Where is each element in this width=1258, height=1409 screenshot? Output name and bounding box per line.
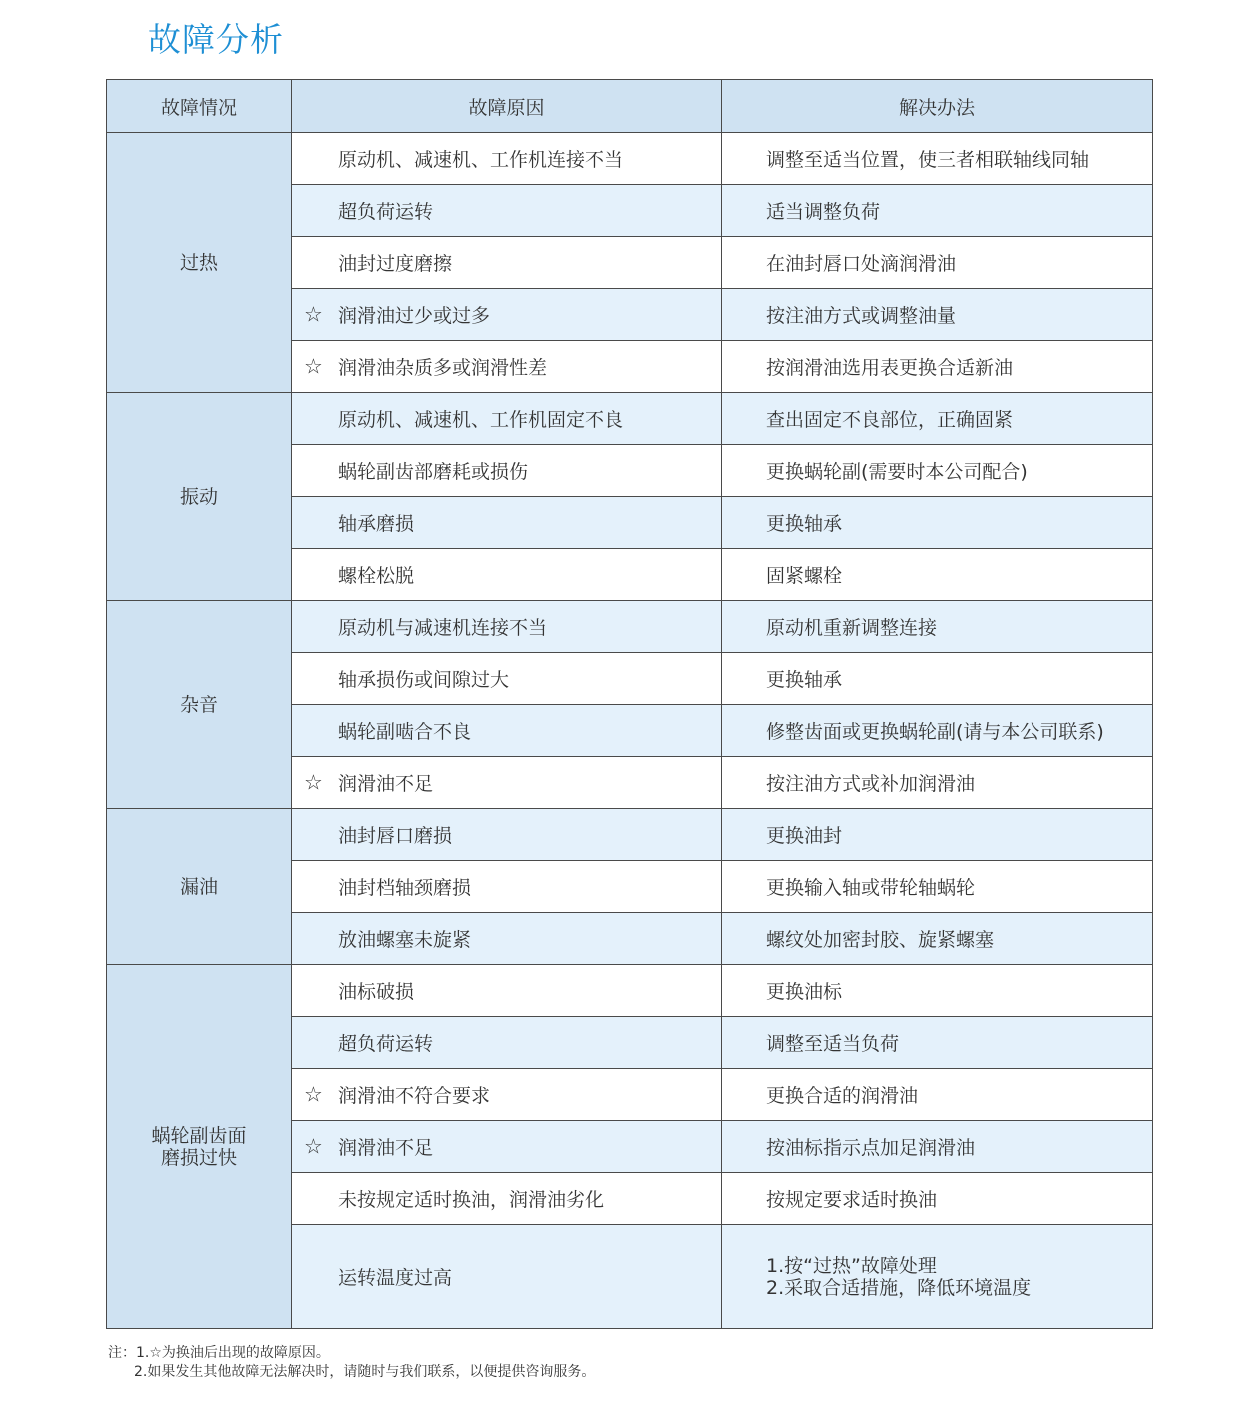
cause-cell (292, 861, 722, 913)
solution-text: 更换油封 (766, 825, 843, 847)
cause-cell (292, 601, 722, 653)
cause-text: 润滑油杂质多或润滑性差 (338, 357, 548, 379)
solution-cell (722, 861, 1153, 913)
cause-cell (292, 1121, 722, 1173)
solution-text: 原动机重新调整连接 (766, 617, 938, 639)
star-icon: ☆ (304, 302, 323, 326)
cause-text: 油封过度磨擦 (338, 253, 453, 275)
solution-cell (722, 1017, 1153, 1069)
category-label: 振动 (179, 485, 218, 508)
cause-text: 油封档轴颈磨损 (338, 877, 472, 899)
cause-text: 超负荷运转 (338, 201, 434, 223)
solution-text: 在油封唇口处滴润滑油 (766, 253, 957, 275)
table-row (107, 809, 1153, 861)
header-solution: 解决办法 (722, 80, 1153, 133)
category-label: 过热 (179, 251, 218, 274)
category-label: 蜗轮副齿面 磨损过快 (151, 1124, 247, 1169)
cause-text: 原动机、减速机、工作机固定不良 (338, 409, 624, 431)
solution-text: 调整至适当负荷 (766, 1033, 900, 1055)
solution-text: 1.按“过热”故障处理 2.采取合适措施，降低环境温度 (766, 1254, 1032, 1299)
cause-cell (292, 497, 722, 549)
category-cell (107, 601, 292, 809)
solution-text: 按注油方式或补加润滑油 (766, 773, 976, 795)
table-row (107, 601, 1153, 653)
solution-cell (722, 289, 1153, 341)
category-cell (107, 809, 292, 965)
cause-cell (292, 549, 722, 601)
cause-text: 原动机与减速机连接不当 (338, 617, 548, 639)
cause-cell (292, 1069, 722, 1121)
solution-cell (722, 341, 1153, 393)
solution-cell (722, 237, 1153, 289)
solution-text: 按油标指示点加足润滑油 (766, 1137, 976, 1159)
page-title: 故障分析 (148, 20, 284, 59)
category-label: 漏油 (179, 875, 218, 898)
note-2: 2.如果发生其他故障无法解决时，请随时与我们联系，以便提供咨询服务。 (134, 1364, 596, 1380)
solution-cell (722, 601, 1153, 653)
solution-cell (722, 1173, 1153, 1225)
solution-cell (722, 393, 1153, 445)
star-icon: ☆ (304, 354, 323, 378)
cause-cell (292, 913, 722, 965)
table-header-row (107, 80, 1153, 133)
cause-cell (292, 965, 722, 1017)
category-label: 杂音 (179, 693, 218, 716)
category-cell (107, 965, 292, 1329)
table-row (107, 965, 1153, 1017)
cause-text: 润滑油不符合要求 (338, 1085, 491, 1107)
cause-text: 未按规定适时换油，润滑油劣化 (338, 1189, 605, 1211)
cause-cell (292, 445, 722, 497)
cause-cell (292, 705, 722, 757)
solution-text: 螺纹处加密封胶、旋紧螺塞 (766, 929, 995, 951)
cause-cell (292, 185, 722, 237)
solution-text: 按规定要求适时换油 (766, 1189, 938, 1211)
cause-text: 油封唇口磨损 (338, 825, 453, 847)
solution-cell (722, 705, 1153, 757)
solution-text: 更换输入轴或带轮轴蜗轮 (766, 877, 976, 899)
solution-text: 更换蜗轮副(需要时本公司配合) (766, 461, 1028, 483)
cause-text: 放油螺塞未旋紧 (338, 929, 472, 951)
category-cell (107, 133, 292, 393)
solution-text: 按注油方式或调整油量 (766, 305, 957, 327)
solution-text: 固紧螺栓 (766, 565, 843, 587)
solution-text: 查出固定不良部位，正确固紧 (766, 409, 1014, 431)
solution-text: 按润滑油选用表更换合适新油 (766, 357, 1014, 379)
cause-cell (292, 133, 722, 185)
solution-cell (722, 549, 1153, 601)
cause-text: 油标破损 (338, 981, 415, 1003)
solution-cell (722, 185, 1153, 237)
header-cause: 故障原因 (292, 80, 722, 133)
solution-cell (722, 1121, 1153, 1173)
solution-cell (722, 965, 1153, 1017)
fault-analysis-table (106, 79, 1153, 1329)
solution-text: 更换轴承 (766, 669, 843, 691)
cause-cell (292, 653, 722, 705)
cause-cell (292, 289, 722, 341)
solution-cell (722, 1069, 1153, 1121)
star-icon: ☆ (304, 1082, 323, 1106)
solution-text: 调整至适当位置，使三者相联轴线同轴 (766, 149, 1090, 171)
solution-cell (722, 133, 1153, 185)
cause-cell (292, 1173, 722, 1225)
solution-text: 适当调整负荷 (766, 201, 881, 223)
cause-text: 润滑油不足 (338, 1137, 434, 1159)
cause-cell (292, 1225, 722, 1329)
cause-text: 轴承损伤或间隙过大 (338, 669, 510, 691)
cause-text: 轴承磨损 (338, 513, 415, 535)
solution-text: 修整齿面或更换蜗轮副(请与本公司联系) (766, 721, 1104, 743)
cause-cell (292, 393, 722, 445)
cause-text: 超负荷运转 (338, 1033, 434, 1055)
header-situation: 故障情况 (107, 80, 292, 133)
solution-cell (722, 809, 1153, 861)
cause-text: 螺栓松脱 (338, 565, 415, 587)
footnotes (108, 1344, 595, 1382)
cause-text: 润滑油过少或过多 (338, 305, 491, 327)
cause-text: 蜗轮副啮合不良 (338, 721, 472, 743)
cause-text: 运转温度过高 (338, 1267, 453, 1289)
cause-cell (292, 341, 722, 393)
cause-cell (292, 757, 722, 809)
cause-text: 原动机、减速机、工作机连接不当 (338, 149, 624, 171)
cause-text: 润滑油不足 (338, 773, 434, 795)
table-row (107, 393, 1153, 445)
solution-cell (722, 497, 1153, 549)
cause-cell (292, 237, 722, 289)
solution-cell (722, 757, 1153, 809)
star-icon: ☆ (304, 1134, 323, 1158)
category-cell (107, 393, 292, 601)
solution-cell (722, 653, 1153, 705)
cause-cell (292, 1017, 722, 1069)
star-icon: ☆ (304, 770, 323, 794)
cause-text: 蜗轮副齿部磨耗或损伤 (338, 461, 529, 483)
cause-cell (292, 809, 722, 861)
solution-cell (722, 1225, 1153, 1329)
note-1: 注：1.☆为换油后出现的故障原因。 (108, 1345, 330, 1361)
solution-cell (722, 445, 1153, 497)
solution-text: 更换油标 (766, 981, 843, 1003)
table-body (107, 133, 1153, 1329)
table-row (107, 133, 1153, 185)
solution-text: 更换合适的润滑油 (766, 1085, 919, 1107)
solution-cell (722, 913, 1153, 965)
solution-text: 更换轴承 (766, 513, 843, 535)
